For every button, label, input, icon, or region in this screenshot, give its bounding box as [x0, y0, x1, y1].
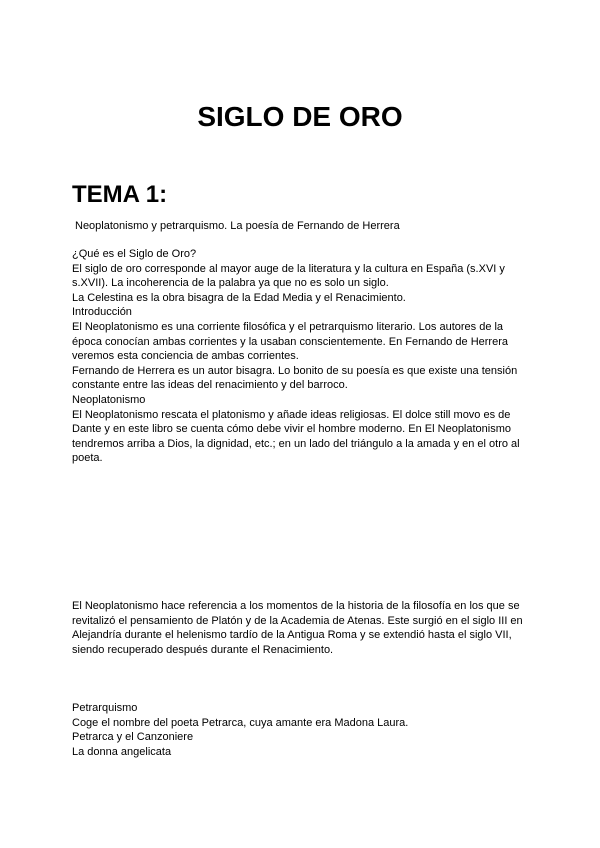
section-neoplatonismo-history — [72, 599, 532, 657]
petrarquismo-line-3: La donna angelicata — [72, 745, 172, 758]
neoplatonismo-heading: Neoplatonismo — [72, 393, 146, 406]
section-petrarquismo — [72, 701, 532, 759]
celestina-paragraph: La Celestina es la obra bisagra de la Edad Media y el Renacimiento. — [72, 291, 406, 304]
tema-subtitle: Neoplatonismo y petrarquismo. La poesía de Fernando de Herrera — [75, 220, 400, 232]
history-paragraph: El Neoplatonismo hace referencia a los momentos de la historia de la filosofía en los que se revitalizó el pensamiento de Platón y de la Academia de Atenas. Este surgió en el siglo III en Alejandría durante el helenismo tardío de la Antigua Roma y se extendió hasta el siglo VII, siendo recuperado después durante el Renacimiento. — [72, 600, 523, 656]
neoplatonismo-paragraph: El Neoplatonismo rescata el platonismo y añade ideas religiosas. El dolce still movo es de Dante y en este libro se cuenta cómo debe vivir el hombre moderno. En El Neoplatonismo tendremos arriba a Dios, la dignidad, etc.; en un lado del triángulo a la amada y en el otro al poeta. — [72, 408, 520, 465]
intro-paragraph: El Neoplatonismo es una corriente filosófica y el petrarquismo literario. Los autores de la época conocían ambas corrientes y la usaban conscientemente. En Fernando de Herrera veremos esta conciencia de ambas corrientes. — [72, 320, 508, 363]
intro-heading: Introducción — [72, 306, 132, 319]
question-paragraph: El siglo de oro corresponde al mayor auge de la literatura y la cultura en España (s.XVI y s.XVII). La incoherencia de la palabra ya que no es solo un siglo. — [72, 262, 505, 290]
question-heading: ¿Qué es el Siglo de Oro? — [72, 248, 197, 260]
section-siglo-de-oro — [72, 247, 532, 466]
petrarquismo-line-1: Coge el nombre del poeta Petrarca, cuya amante era Madona Laura. — [72, 716, 409, 729]
petrarquismo-heading: Petrarquismo — [72, 702, 138, 714]
page-title: SIGLO DE ORO — [197, 101, 403, 132]
petrarquismo-line-2: Petrarca y el Canzoniere — [72, 731, 194, 744]
tema-heading: TEMA 1: — [72, 181, 168, 208]
herrera-paragraph: Fernando de Herrera es un autor bisagra. Lo bonito de su poesía es que existe una tensión constante entre las ideas del renacimiento y del barroco. — [72, 364, 518, 392]
